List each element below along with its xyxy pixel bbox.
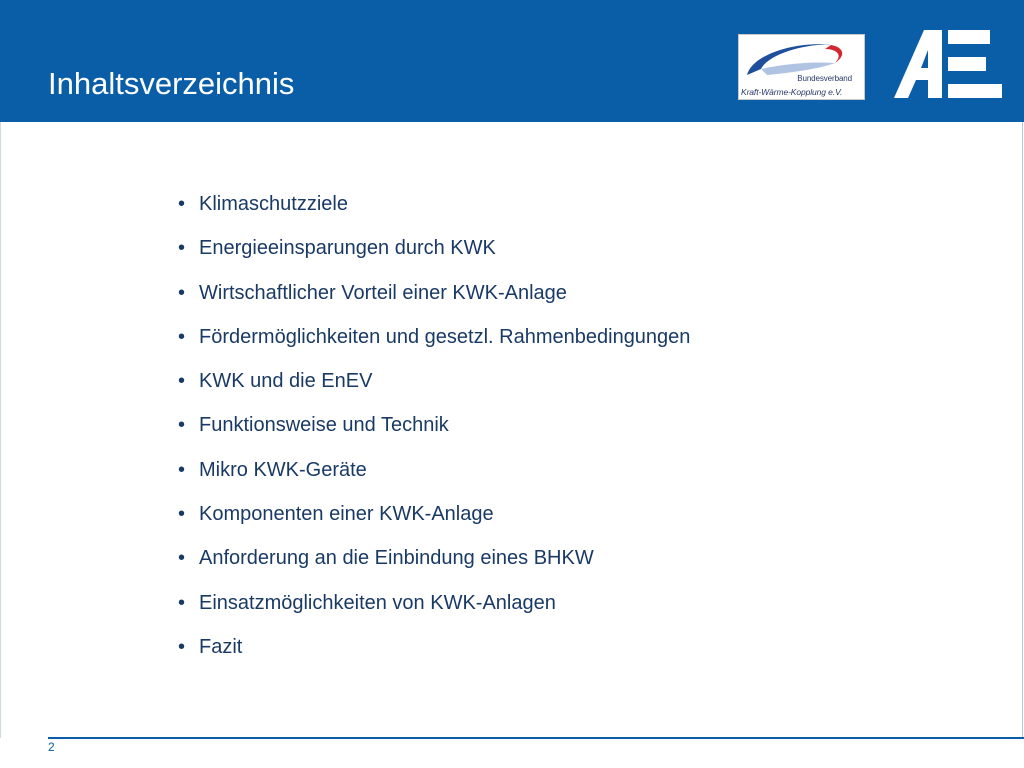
toc-item-label: Klimaschutzziele [199, 193, 348, 215]
toc-item [178, 589, 690, 633]
toc-item-label: Energieeinsparungen durch KWK [199, 237, 496, 260]
toc-item [178, 500, 690, 544]
bullet-icon: • [178, 503, 186, 526]
toc-item-label: Funktionsweise und Technik [199, 414, 449, 437]
page-number: 2 [48, 740, 55, 754]
slide-header [0, 0, 1024, 122]
bullet-icon: • [178, 193, 186, 215]
toc-item-label: Fazit [199, 635, 243, 658]
toc-item-label: Fördermöglichkeiten und gesetzl. Rahmenbedingungen [199, 325, 691, 348]
toc-item [178, 367, 690, 411]
bullet-icon: • [178, 591, 186, 614]
toc-item [178, 234, 690, 278]
bullet-icon: • [178, 237, 186, 260]
bullet-icon: • [178, 370, 186, 393]
toc-item [178, 190, 690, 234]
bkwk-logo [738, 34, 865, 100]
logo-text-line1: Bundesverband [797, 74, 852, 83]
logo-text-line2: Kraft-Wärme-Kopplung e.V. [741, 87, 843, 97]
toc-item-label: Einsatzmöglichkeiten von KWK-Anlagen [199, 591, 556, 614]
toc-item [178, 279, 690, 323]
toc-item [178, 456, 690, 500]
table-of-contents [178, 190, 690, 677]
slide-title: Inhaltsverzeichnis [48, 66, 295, 101]
bullet-icon: • [178, 635, 186, 658]
ae-logo-icon [894, 30, 1004, 98]
bullet-icon: • [178, 458, 186, 481]
toc-item-label: Anforderung an die Einbindung eines BHKW [199, 547, 594, 570]
toc-item-label: Mikro KWK-Geräte [199, 458, 367, 481]
toc-item [178, 323, 690, 367]
bullet-icon: • [178, 281, 186, 304]
toc-item-label: Komponenten einer KWK-Anlage [199, 503, 494, 526]
toc-item-label: Wirtschaftlicher Vorteil einer KWK-Anlage [199, 281, 567, 304]
footer-divider [48, 737, 1024, 739]
toc-item [178, 633, 690, 677]
bullet-icon: • [178, 414, 186, 437]
toc-item [178, 544, 690, 588]
toc-item [178, 411, 690, 455]
bullet-icon: • [178, 325, 186, 348]
toc-item-label: KWK und die EnEV [199, 370, 373, 393]
bullet-icon: • [178, 547, 186, 570]
